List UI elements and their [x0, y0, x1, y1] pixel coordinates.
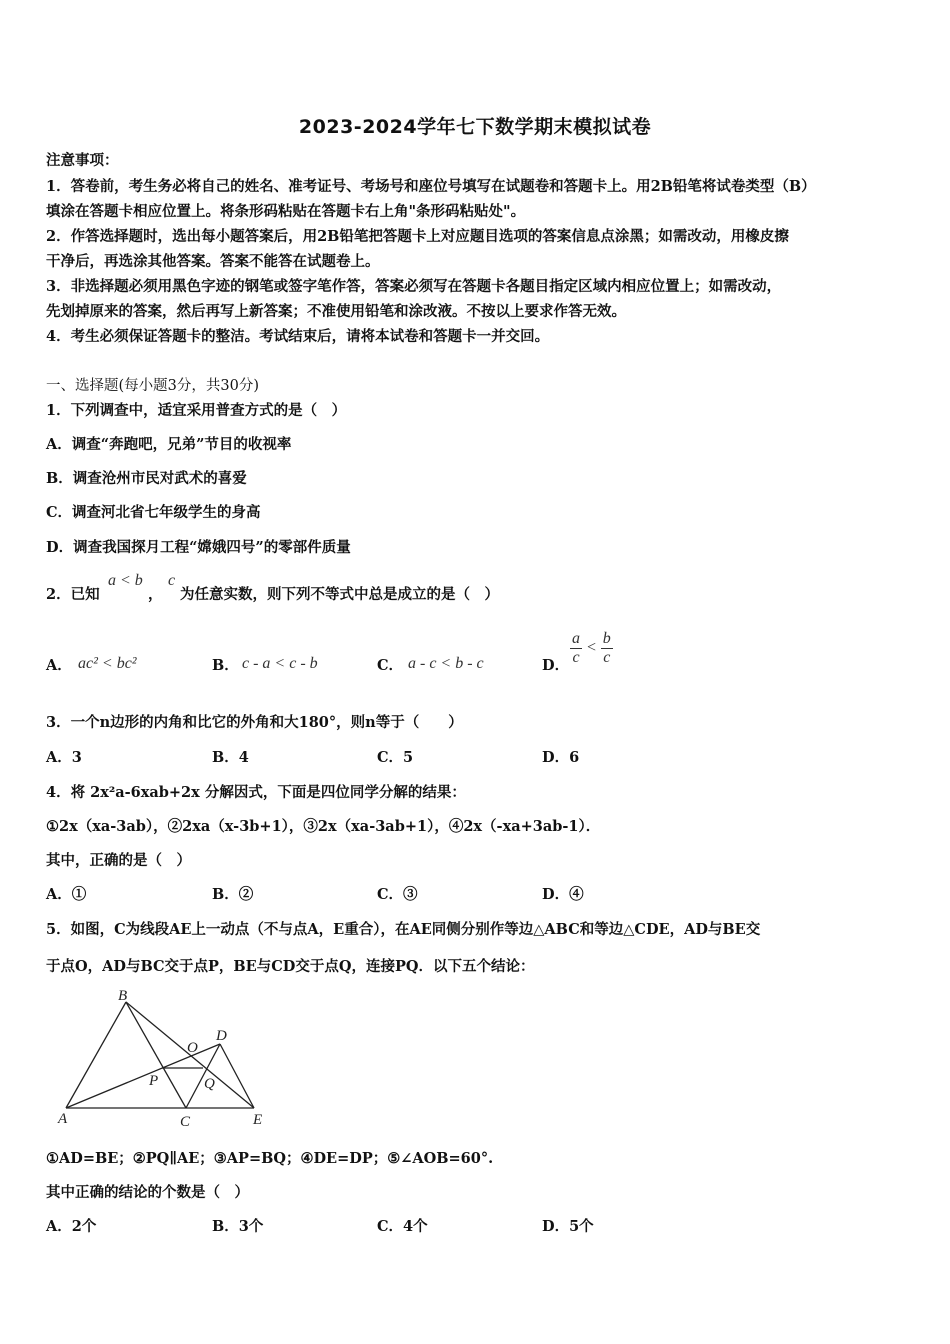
segment-bc: [126, 1002, 186, 1108]
q5-option-b: B．3个: [212, 1218, 264, 1235]
q5-option-d: D．5个: [542, 1218, 594, 1235]
q1-option-a: A．调查“奔跑吧，兄弟”节目的收视率: [46, 436, 292, 453]
label-e: E: [253, 1112, 263, 1128]
q2-d-fraction-left: [570, 630, 582, 667]
q2-d-den2: c: [603, 649, 611, 666]
label-q: Q: [204, 1076, 215, 1092]
q2-d-fraction-right: [601, 630, 613, 667]
label-o: O: [187, 1040, 198, 1056]
note-2-line-2: 干净后，再选涂其他答案。答案不能答在试题卷上。: [46, 253, 380, 270]
q5-option-c: C．4个: [377, 1218, 428, 1235]
q5-figure: [50, 984, 280, 1132]
q2-a-label: A．: [46, 657, 72, 674]
q2-d-num1: a: [572, 630, 580, 647]
q1-option-d: D．调查我国探月工程“嫦娥四号”的零部件质量: [46, 539, 351, 556]
q5-stem-line-2: 于点O，AD与BC交于点P，BE与CD交于点Q，连接PQ．以下五个结论：: [46, 958, 535, 975]
q2-d-expr: [570, 630, 613, 667]
q4-option-d: D．④: [542, 886, 584, 903]
label-c: C: [180, 1114, 191, 1130]
q2-d-label: D．: [542, 657, 570, 674]
q3-option-a: A．3: [46, 749, 82, 766]
q3-option-c: C．5: [377, 749, 414, 766]
q1-option-b: B．调查沧州市民对武术的喜爱: [46, 470, 247, 487]
q4-results: ①2x（xa-3ab），②2xa（x-3b+1），③2x（xa-3ab+1），④2x（-xa+3ab-1）．: [46, 818, 601, 835]
q3-option-d: D．6: [542, 749, 580, 766]
label-a: A: [58, 1111, 68, 1127]
q2-variable: c: [168, 572, 176, 589]
q2-b-expr: c - a < c - b: [242, 655, 318, 672]
label-b: B: [118, 988, 128, 1004]
q5-stem-line-1: 5．如图，C为线段AE上一动点（不与点A，E重合），在AE同侧分别作等边△ABC和等边△CDE，AD与BE交: [46, 921, 761, 938]
q4-option-a: A．①: [46, 886, 87, 903]
segment-ab: [66, 1002, 126, 1108]
q4-option-c: C．③: [377, 886, 418, 903]
q2-d-den1: c: [572, 649, 580, 666]
q4-stem: 4．将 2x²a-6xab+2x 分解因式，下面是四位同学分解的结果：: [46, 784, 466, 801]
note-1-line-1: 1．答卷前，考生务必将自己的姓名、准考证号、考场号和座位号填写在试题卷和答题卡上。用2B铅笔将试卷类型（B）: [46, 178, 816, 195]
q5-ask: 其中正确的结论的个数是（ ）: [46, 1184, 249, 1201]
q1-stem: 1．下列调查中，适宜采用普查方式的是（ ）: [46, 402, 347, 419]
q2-condition: a < b: [108, 572, 143, 589]
q4-option-b: B．②: [212, 886, 254, 903]
q3-option-b: B．4: [212, 749, 249, 766]
page-title: 2023-2024学年七下数学期末模拟试卷: [298, 116, 652, 138]
note-3-line-1: 3．非选择题必须用黑色字迹的钢笔或签字笔作答，答案必须写在答题卡各题目指定区域内相应位置上；如需改动，: [46, 278, 782, 295]
q2-a-expr: ac² < bc²: [78, 655, 137, 672]
note-1-line-2: 填涂在答题卡相应位置上。将条形码粘贴在答题卡右上角"条形码粘贴处"。: [46, 203, 526, 220]
q5-conclusions: ①AD=BE；②PQ∥AE；③AP=BQ；④DE=DP；⑤∠AOB=60°.: [46, 1150, 494, 1167]
q2-d-less-than: <: [586, 639, 597, 657]
note-3-line-2: 先划掉原来的答案，然后再写上新答案；不准使用铅笔和涂改液。不按以上要求作答无效。: [46, 303, 626, 320]
q2-suffix: 为任意实数，则下列不等式中总是成立的是（ ）: [180, 586, 499, 603]
q1-option-c: C．调查河北省七年级学生的身高: [46, 504, 261, 521]
q2-d-num2: b: [602, 630, 611, 647]
label-d: D: [216, 1028, 227, 1044]
label-p: P: [149, 1073, 159, 1089]
q2-b-label: B．: [212, 657, 239, 674]
note-2-line-1: 2．作答选择题时，选出每小题答案后，用2B铅笔把答题卡上对应题目选项的答案信息点涂黑；如需改动，用橡皮擦: [46, 228, 789, 245]
segment-de: [220, 1044, 254, 1108]
q2-prefix: 2．已知: [46, 586, 100, 603]
notes-heading: 注意事项：: [46, 152, 119, 169]
q2-c-label: C．: [377, 657, 404, 674]
q5-option-a: A．2个: [46, 1218, 97, 1235]
note-4: 4．考生必须保证答题卡的整洁。考试结束后，请将本试卷和答题卡一并交回。: [46, 328, 550, 345]
q2-comma: ，: [148, 586, 163, 603]
section-heading: 一、选择题(每小题3分，共30分): [46, 378, 259, 394]
q2-c-expr: a - c < b - c: [408, 655, 484, 672]
q3-stem: 3．一个n边形的内角和比它的外角和大180°，则n等于（ ）: [46, 714, 463, 731]
q4-ask: 其中，正确的是（ ）: [46, 852, 191, 869]
